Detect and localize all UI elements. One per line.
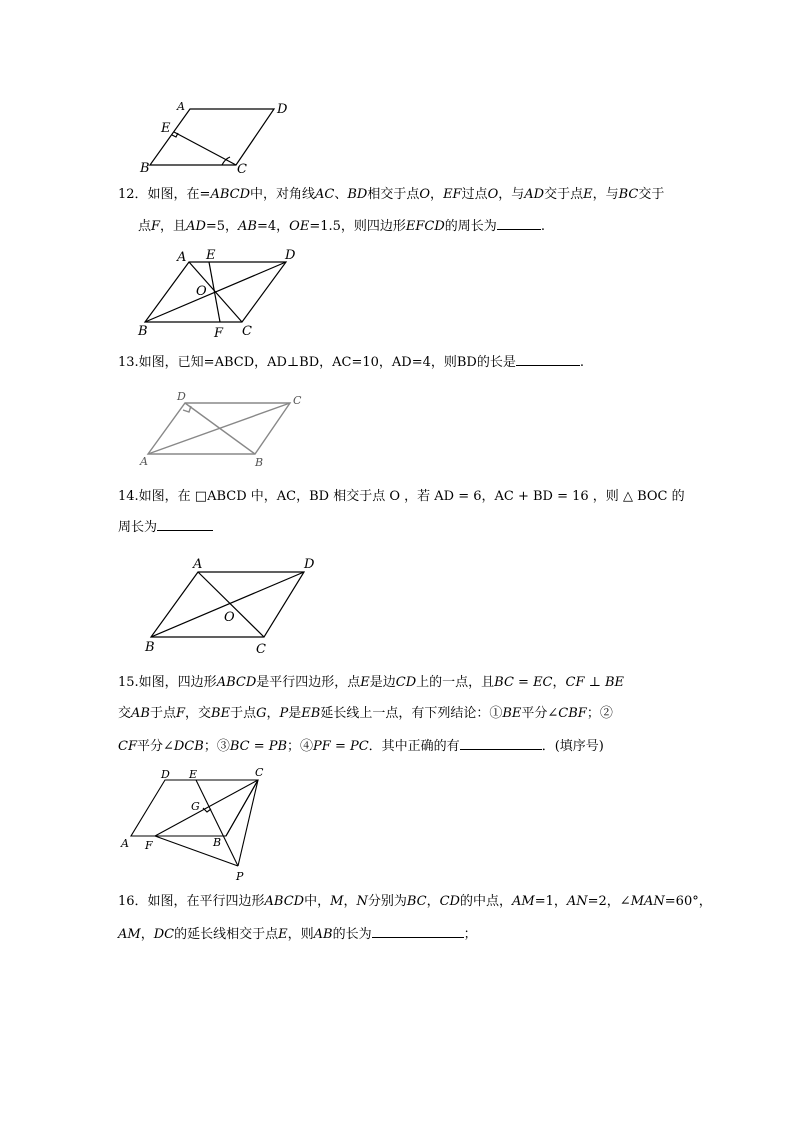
fig15-label-c: C bbox=[255, 766, 264, 779]
fig12-label-c: C bbox=[242, 324, 252, 339]
fig11-segment-ec bbox=[174, 132, 236, 165]
fig11-label-a: A bbox=[177, 100, 185, 113]
q12-line-1: 12．如图，在=ABCD中，对角线AC、BD相交于点O，EF过点O，与AD交于点E，与BC交于 bbox=[118, 187, 665, 202]
figure-14 bbox=[151, 572, 304, 637]
fig11-label-c: C bbox=[237, 162, 247, 177]
fig14-label-a: A bbox=[193, 557, 203, 572]
q16-line-2: AM，DC的延长线相交于点E，则AB的长为 ； bbox=[118, 927, 477, 942]
fig15-label-e: E bbox=[189, 768, 198, 781]
fig13-label-a: A bbox=[140, 455, 148, 468]
fig12-label-a: A bbox=[177, 250, 187, 265]
fig11-label-e: E bbox=[161, 121, 171, 136]
fig15-label-b: B bbox=[213, 836, 222, 849]
fig14-diagonal-ac bbox=[198, 572, 264, 637]
fig14-label-c: C bbox=[256, 642, 266, 657]
q16-answer-blank[interactable] bbox=[372, 925, 464, 938]
figure-12 bbox=[145, 262, 286, 322]
fig12-label-o: O bbox=[196, 284, 207, 299]
fig12-label-e: E bbox=[206, 248, 216, 263]
fig15-label-g: G bbox=[191, 800, 200, 813]
fig14-label-b: B bbox=[145, 640, 155, 655]
q12-answer-blank[interactable] bbox=[497, 217, 541, 230]
q12-line-2: 点F，且AD=5，AB=4，OE=1.5，则四边形EFCD的周长为 . bbox=[138, 219, 545, 234]
fig14-label-o: O bbox=[224, 610, 235, 625]
fig14-label-d: D bbox=[304, 557, 315, 572]
fig15-label-f: F bbox=[145, 839, 153, 852]
fig11-parallelogram bbox=[150, 109, 274, 165]
fig13-diagonal-bd bbox=[185, 403, 255, 454]
q14-answer-blank[interactable] bbox=[157, 518, 213, 531]
figure-11 bbox=[150, 109, 274, 165]
fig12-segment-ef bbox=[209, 262, 220, 322]
fig13-label-b: B bbox=[255, 456, 264, 469]
fig11-label-b: B bbox=[140, 161, 150, 176]
fig15-label-a: A bbox=[121, 837, 129, 850]
figure-15 bbox=[131, 780, 258, 866]
q14-line-1: 14.如图，在 □ABCD 中，AC，BD 相交于点 O ，若 AD = 6，AC + BD = 16 ，则 △ BOC 的 bbox=[118, 489, 685, 504]
q14-line-2: 周长为 bbox=[118, 518, 213, 537]
q15-line-1: 15.如图，四边形ABCD是平行四边形，点E是边CD上的一点，且BC = EC，CF ⊥ BE bbox=[118, 675, 625, 690]
fig12-diagonal-bd bbox=[145, 262, 286, 322]
fig12-label-d: D bbox=[285, 248, 296, 263]
q15-answer-blank[interactable] bbox=[460, 737, 542, 750]
q15-line-2: 交AB于点F，交BE于点G，P是EB延长线上一点，有下列结论：①BE平分∠CBF；② bbox=[118, 706, 613, 721]
fig11-label-d: D bbox=[277, 102, 288, 117]
figure-13 bbox=[148, 403, 290, 454]
fig12-label-f: F bbox=[214, 326, 224, 341]
fig15-label-d: D bbox=[161, 768, 170, 781]
fig13-label-d: D bbox=[177, 390, 186, 403]
q13-line-1: 13.如图，已知=ABCD，AD⊥BD，AC=10，AD=4，则BD的长是 . bbox=[118, 355, 584, 370]
fig13-label-c: C bbox=[293, 394, 302, 407]
fig12-label-b: B bbox=[138, 324, 148, 339]
fig15-segment-cp bbox=[238, 780, 258, 866]
fig15-label-p: P bbox=[236, 870, 244, 883]
q16-line-1: 16．如图，在平行四边形ABCD中，M，N分别为BC，CD的中点，AM=1，AN=2，∠MAN=60°， bbox=[118, 894, 712, 909]
q13-answer-blank[interactable] bbox=[516, 353, 580, 366]
q15-line-3: CF平分∠DCB；③BC = PB；④PF = PC．其中正确的有 ．(填序号) bbox=[118, 739, 604, 754]
